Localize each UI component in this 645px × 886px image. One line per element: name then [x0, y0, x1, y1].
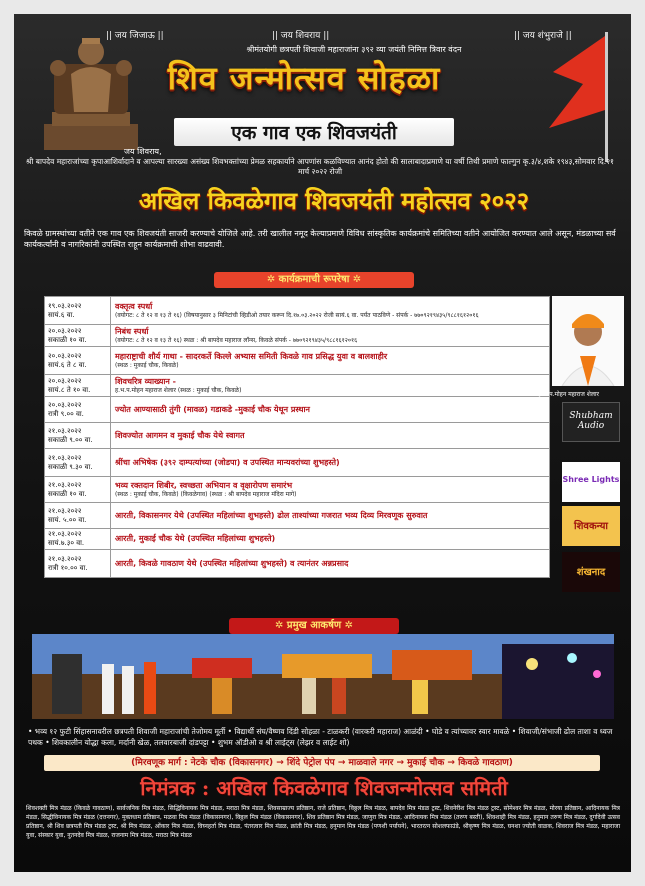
schedule-date-cell: [45, 449, 111, 477]
schedule-date-cell: [45, 477, 111, 503]
schedule-date: २०.०३.२०२२: [48, 400, 82, 409]
schedule-time: सायं.८ ते १० वा.: [48, 385, 91, 394]
schedule-event: शिवचरित्र व्याख्यान -: [115, 376, 176, 386]
slogan-left: || जय जिजाऊ ||: [106, 31, 164, 41]
schedule-date: २०.०३.२०२२: [48, 326, 82, 335]
schedule-time: रात्री १०.०० वा.: [48, 563, 88, 572]
schedule-event: महाराष्ट्राची शौर्य गाथा - सादरकर्ते किल्ले अभ्यास समिती किवळे गाव प्रसिद्ध युवा व बालशाहीर: [115, 351, 388, 361]
schedule-event-cell: [111, 325, 550, 347]
schedule-row: [45, 397, 550, 423]
sponsor-logo-shivkanya: शिवकन्या: [562, 506, 620, 546]
schedule-date-cell: [45, 529, 111, 550]
schedule-row: [45, 550, 550, 578]
schedule-event: आरती, मुकाई चौक येथे (उपस्थित महिलांच्या शुभहस्ते): [115, 534, 276, 543]
schedule-date-cell: [45, 297, 111, 325]
schedule-date-cell: [45, 325, 111, 347]
schedule-heading: ✲ कार्यक्रमाची रूपरेषा ✲: [214, 272, 414, 288]
schedule-time: रात्री ९.०० वा.: [48, 409, 84, 418]
schedule-note: (वयोगट: ८ ते १२ व १३ ते १६) स्थळ : श्री बापदेव महाराज लॉन्स, किवळे संपर्क - ७७०९२१९४३५/९८८१६१२०१६: [115, 336, 358, 344]
schedule-time: सायं.६ ते ८ वा.: [48, 360, 87, 369]
dedication-line: श्रीमंतयोगी छत्रपती शिवाजी महाराजांना ३९२ व्या जयंती निमित्त त्रिवार वंदन: [246, 45, 462, 54]
schedule-time: सायं.६ वा.: [48, 310, 75, 319]
schedule-row: [45, 477, 550, 503]
slogan-center: || जय शिवराय ||: [272, 31, 330, 41]
schedule-date: २१.०३.२०२२: [48, 530, 82, 538]
schedule-event-cell: [111, 550, 550, 578]
schedule-row: [45, 449, 550, 477]
organizations-list: शिवशक्ती मित्र मंडळ (किवळे गावठाण), सार्वजनिक मित्र मंडळ, सिद्धिविनायक मित्र मंडळ, मराठा मित्र मंडळ, शिवसाम्राज्य प्रतिष्ठान, राजे प्रतिष्ठान, विठ्ठल मित्र मंडळ, बापदेव मित्र मंडळ ट्रस्ट, शिवनेरीश मित्र मंडळ ट्रस्ट, सोमेश्वर मित्र मंडळ, मोरया प्रतिष्ठान, आदिनायक मित्र मंडळ, सिद्धीविनायक मित्र मंडळ (दत्तनगर), मुक्तधाम प्रतिष्ठान, मळवा मित्र मंडळ (विकासनगर), विठ्ठल मित्र मंडळ (विकासनगर), शिव प्रतिष्ठान मित्र मंडळ, जाणुरा मित्र मंडळ, आदिनायक मित्र मंडळ (तरुण बस्ती), शिवशाही मित्र मंडळ, हनुमान तरुण मित्र मंडळ, दुर्गादेवी उत्सव प्रतिष्ठान, श्री शिव छत्रपती मित्र मंडळ ट्रस्ट, श्री मित्र मंडळ, ओंकार मित्र मंडळ, विघ्नहर्ता मित्र मंडळ, पंतरत्वार मित्र मंडळ, क्रांती मित्र मंडळ, हनुमान मित्र मंडळ (पणशी पर्यायने), भारतरत्न सोशलफाउंडे, श्रीकृष्ण मित्र मंडळ, घनशा ज्योती वाळक, शिवराज मित्र मंडळ, महाराजा युवा, संस्कार युवा, नुतनदेव मित्र मंडळ, राजनाम मित्र मंडळ, मराठा मित्र मंडळ: [26, 805, 620, 839]
schedule-row: [45, 375, 550, 397]
schedule-date: २१.०३.२०२२: [48, 554, 82, 563]
schedule-event-cell: [111, 477, 550, 503]
event-title: शिव जन्मोत्सव सोहळा: [167, 59, 441, 97]
intro-text: श्री बापदेव महाराजांच्या कृपाआशिर्वादाने व आपल्या सारख्या असंख्य शिवभक्तांच्या प्रेमळ सहकार्याने आपणांस कळविण्यात आनंद होतो की सालाबादाप्रमाणे या वर्षी तिथी प्रमाणे फाल्गुन कृ.३/४,शके १९४३,सोमवार दि.२१ मार्च २०२२ रोजी: [26, 157, 614, 176]
shivaji-statue-image: [36, 24, 146, 152]
schedule-event-cell: [111, 297, 550, 325]
poster: [14, 14, 631, 872]
schedule-event: आरती, विकासनगर येथे (उपस्थित महिलांच्या शुभहस्ते) ढोल ताश्यांच्या गजरात भव्य दिव्य मिरवणूक सुरुवात: [115, 510, 428, 520]
speaker-photo: [552, 296, 624, 386]
schedule-date-cell: [45, 375, 111, 397]
schedule-event: वक्तृत्व स्पर्धा: [115, 301, 153, 311]
speaker-caption: ह.भ.प.मोहन महाराज शेलार: [538, 391, 599, 398]
schedule-event: भव्य रक्तदान शिबीर, स्वच्छता अभियान व वृक्षारोपण समारंभ: [115, 480, 293, 490]
schedule-row: [45, 347, 550, 375]
inviter-title: निमंत्रक : अखिल किवळेगाव शिवजन्मोत्सव समिती: [140, 776, 508, 800]
procession-route: (मिरवणूक मार्ग : नेटके चौक (विकासनगर) → शिंदे पेट्रोल पंप → माळवाले नगर → मुकाई चौक → किवळे गावठाण): [44, 755, 600, 771]
slogan-right: || जय शंभुराजे ||: [514, 31, 572, 41]
schedule-date: २१.०३.२०२२: [48, 453, 82, 462]
saffron-flag-image: [543, 32, 613, 162]
schedule-note: (वयोगट: ८ ते १२ व १३ ते १६) (विषयानुसार ३ मिनिटांची व्हिडीओ तयार करून दि.१७.०३.२०२२ रोजी सायं.६ वा. पर्यंत पाठविणे - संपर्क - ७७०९२१९४३५/९८८१६१२०१६: [115, 311, 479, 319]
schedule-date-cell: [45, 423, 111, 449]
schedule-date: २१.०३.२०२२: [48, 480, 82, 489]
schedule-event: श्रींचा अभिषेक (३९२ दाम्पत्यांच्या (जोडपा) व उपस्थित मान्यवरांच्या शुभहस्ते): [115, 457, 340, 467]
schedule-row: [45, 423, 550, 449]
schedule-date-cell: [45, 397, 111, 423]
schedule-time: सकाळी १० वा.: [48, 335, 87, 344]
attractions-text: • भव्य १२ फुटी सिंहासनावरील छत्रपती शिवाजी महाराजांची तेजोमय मूर्ती • विद्यार्थी संघ/वैष्णव दिंडी सोहळा - टाळकरी (वारकरी महाराज) आळंदी • घोडे व त्यांच्यावर स्वार मावळे • शिवाजी/संभाजी ढोल ताशा व ध्वज पथक • शिवकालीन योद्धा कला, मर्दानी खेळ, तलवारबाजी दांडपट्टा • शुभम ऑडीओ व श्री लाईट्स (लेझर व लाईट शो): [28, 727, 613, 747]
schedule-note: (स्थळ : मुकाई चौक, किवळे): [115, 361, 179, 369]
schedule-event: निबंध स्पर्धा: [115, 326, 149, 336]
schedule-row: [45, 503, 550, 529]
schedule-event: ज्योत आण्यासाठी तुंगी (मावळ) गडाकडे -मुकाई चौक येथून प्रस्थान: [115, 404, 310, 414]
schedule-time: सकाळी ९.३० वा.: [48, 462, 93, 471]
schedule-note: ह.भ.प.मोहन महाराज शेलार (स्थळ : मुकाई चौक, किवळे): [115, 386, 242, 394]
schedule-date-cell: [45, 347, 111, 375]
event-subtitle: एक गाव एक शिवजयंती: [174, 118, 454, 146]
schedule-event-cell: [111, 423, 550, 449]
schedule-table: [44, 296, 550, 578]
sponsor-logo-shubham-audio: Shubham Audio: [562, 402, 620, 442]
attractions-heading: ✲ प्रमुख आकर्षण ✲: [229, 618, 399, 634]
schedule-date: २०.०३.२०२२: [48, 351, 82, 360]
schedule-time: सकाळी ९.०० वा.: [48, 435, 93, 444]
schedule-row: [45, 297, 550, 325]
schedule-date: २०.०३.२०२२: [48, 376, 82, 385]
schedule-time: सायं. ५.०० वा.: [48, 515, 87, 524]
schedule-date: २१.०३.२०२२: [48, 426, 82, 435]
sponsor-logo-shree-lights: Shree Lights: [562, 462, 620, 502]
procession-photo-strip: [32, 634, 614, 719]
schedule-row: [45, 325, 550, 347]
schedule-row: [45, 529, 550, 550]
schedule-date: १९.०३.२०२२: [48, 301, 82, 310]
schedule-event: आरती, किवळे गावठाण येथे (उपस्थित महिलांच्या शुभहस्ते) व त्यानंतर अन्नप्रसाद: [115, 558, 349, 568]
schedule-date: २१.०३.२०२२: [48, 506, 82, 515]
sponsor-logo-shankhnaad: शंखनाद: [562, 552, 620, 592]
schedule-event: शिवज्योत आगमन व मुकाई चौक येथे स्वागत: [115, 430, 245, 440]
schedule-event-cell: [111, 449, 550, 477]
schedule-event-cell: [111, 397, 550, 423]
schedule-time: सकाळी १० वा.: [48, 489, 87, 498]
schedule-note: (स्थळ : मुकाई चौक, किवळे) (किवळेगाव) (स्थळ : श्री बापदेव महाराज मंदिरा मागे): [115, 490, 297, 498]
schedule-event-cell: [111, 529, 550, 550]
description-text: किवळे ग्रामस्थांच्या वतीने एक गाव एक शिवजयंती साजरी करण्याचे योजिले आहे. तरी खालील नमूद केल्याप्रमाणे विविध सांस्कृतिक कार्यक्रमांचे समितिच्या वतीने आयोजित करण्यात आले असून, मंडळाच्या सर्व कार्यकर्त्यांनी व नागरिकांनी उपस्थित राहून कार्यक्रमाची शोभा वाढवावी.: [24, 229, 616, 249]
schedule-event-cell: [111, 375, 550, 397]
schedule-event-cell: [111, 347, 550, 375]
schedule-date-cell: [45, 503, 111, 529]
schedule-time: सायं.७.३० वा.: [48, 539, 85, 547]
schedule-date-cell: [45, 550, 111, 578]
greeting: जय शिवराय,: [124, 147, 162, 156]
festival-title: अखिल किवळेगाव शिवजयंती महोत्सव २०२२: [138, 186, 530, 215]
schedule-event-cell: [111, 503, 550, 529]
